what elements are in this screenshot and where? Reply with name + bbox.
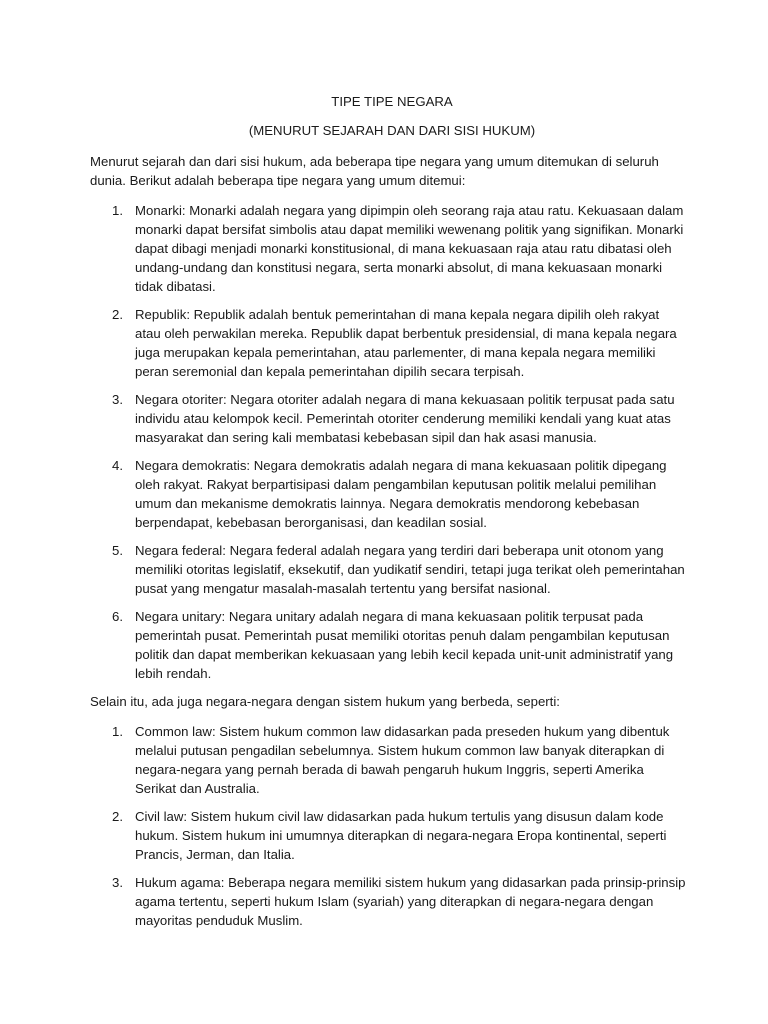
- list-item: [112, 722, 686, 798]
- list-number: 1.: [112, 724, 123, 739]
- list-number: 4.: [112, 458, 123, 473]
- list-item-text: Common law: Sistem hukum common law didasarkan pada preseden hukum yang dibentuk melalui putusan pengadilan sebelumnya. Sistem hukum common law banyak diterapkan di negara-negara yang pernah berada di bawah pengaruh hukum Inggris, seperti Amerika Serikat dan Australia.: [135, 724, 670, 796]
- list-number: 2.: [112, 809, 123, 824]
- list-item-text: Republik: Republik adalah bentuk pemerintahan di mana kepala negara dipilih oleh rakyat atau oleh perwakilan mereka. Republik dapat berbentuk presidensial, di mana kepala negara juga merupakan kepala pemerintahan, atau parlementer, di mana kepala negara memiliki peran seremonial dan kepala pemerintahan dipilih secara terpisah.: [135, 307, 677, 379]
- list-item-text: Hukum agama: Beberapa negara memiliki sistem hukum yang didasarkan pada prinsip-prinsip agama tertentu, seperti hukum Islam (syariah) yang diterapkan di negara-negara dengan mayoritas penduduk Muslim.: [135, 875, 686, 928]
- list-number: 3.: [112, 875, 123, 890]
- list-number: 1.: [112, 203, 123, 218]
- list-item: [112, 807, 686, 864]
- list-item-text: Negara federal: Negara federal adalah negara yang terdiri dari beberapa unit otonom yang memiliki otoritas legislatif, eksekutif, dan yudikatif sendiri, tetapi juga terikat oleh pemerintahan pusat yang mengatur masalah-masalah tertentu yang bersifat nasional.: [135, 543, 685, 596]
- document-subtitle: (MENURUT SEJARAH DAN DARI SISI HUKUM): [248, 123, 536, 138]
- list-item: [112, 541, 686, 598]
- list-item-text: Civil law: Sistem hukum civil law didasarkan pada hukum tertulis yang disusun dalam kode hukum. Sistem hukum ini umumnya diterapkan di negara-negara Eropa kontinental, seperti Prancis, Jerman, dan Italia.: [135, 809, 667, 862]
- legal-intro-paragraph: Selain itu, ada juga negara-negara dengan sistem hukum yang berbeda, seperti:: [90, 694, 560, 709]
- state-types-list: [90, 201, 686, 683]
- document-title: TIPE TIPE NEGARA: [331, 94, 453, 109]
- list-item: [112, 201, 686, 296]
- intro-paragraph: Menurut sejarah dan dari sisi hukum, ada beberapa tipe negara yang umum ditemukan di seluruh dunia. Berikut adalah beberapa tipe negara yang umum ditemui:: [90, 154, 659, 188]
- legal-systems-list: [90, 722, 686, 930]
- list-item-text: Negara otoriter: Negara otoriter adalah negara di mana kekuasaan politik terpusat pada satu individu atau kelompok kecil. Pemerintah otoriter cenderung memiliki kendali yang kuat atas masyarakat dan sering kali membatasi kebebasan sipil dan hak asasi manusia.: [135, 392, 675, 445]
- list-number: 2.: [112, 307, 123, 322]
- list-item: [112, 305, 686, 381]
- list-item: [112, 390, 686, 447]
- list-item: [112, 456, 686, 532]
- list-item-text: Monarki: Monarki adalah negara yang dipimpin oleh seorang raja atau ratu. Kekuasaan dalam monarki dapat bersifat simbolis atau dapat memiliki wewenang politik yang signifikan. Monarki dapat dibagi menjadi monarki konstitusional, di mana kekuasaan raja atau ratu dibatasi oleh undang-undang dan konstitusi negara, serta monarki absolut, di mana kekuasaan monarki tidak dibatasi.: [135, 203, 684, 294]
- list-item: [112, 607, 686, 683]
- list-item: [112, 873, 686, 930]
- list-number: 3.: [112, 392, 123, 407]
- list-number: 6.: [112, 609, 123, 624]
- list-number: 5.: [112, 543, 123, 558]
- list-item-text: Negara unitary: Negara unitary adalah negara di mana kekuasaan politik terpusat pada pemerintah pusat. Pemerintah pusat memiliki otoritas penuh dalam pengambilan keputusan politik dan dapat memberikan kekuasaan yang lebih kecil kepada unit-unit administratif yang lebih rendah.: [135, 609, 674, 681]
- list-item-text: Negara demokratis: Negara demokratis adalah negara di mana kekuasaan politik dipegang oleh rakyat. Rakyat berpartisipasi dalam pengambilan keputusan politik melalui pemilihan umum dan mekanisme demokratis lainnya. Negara demokratis mendorong kebebasan berpendapat, kebebasan berorganisasi, dan keadilan sosial.: [135, 458, 667, 530]
